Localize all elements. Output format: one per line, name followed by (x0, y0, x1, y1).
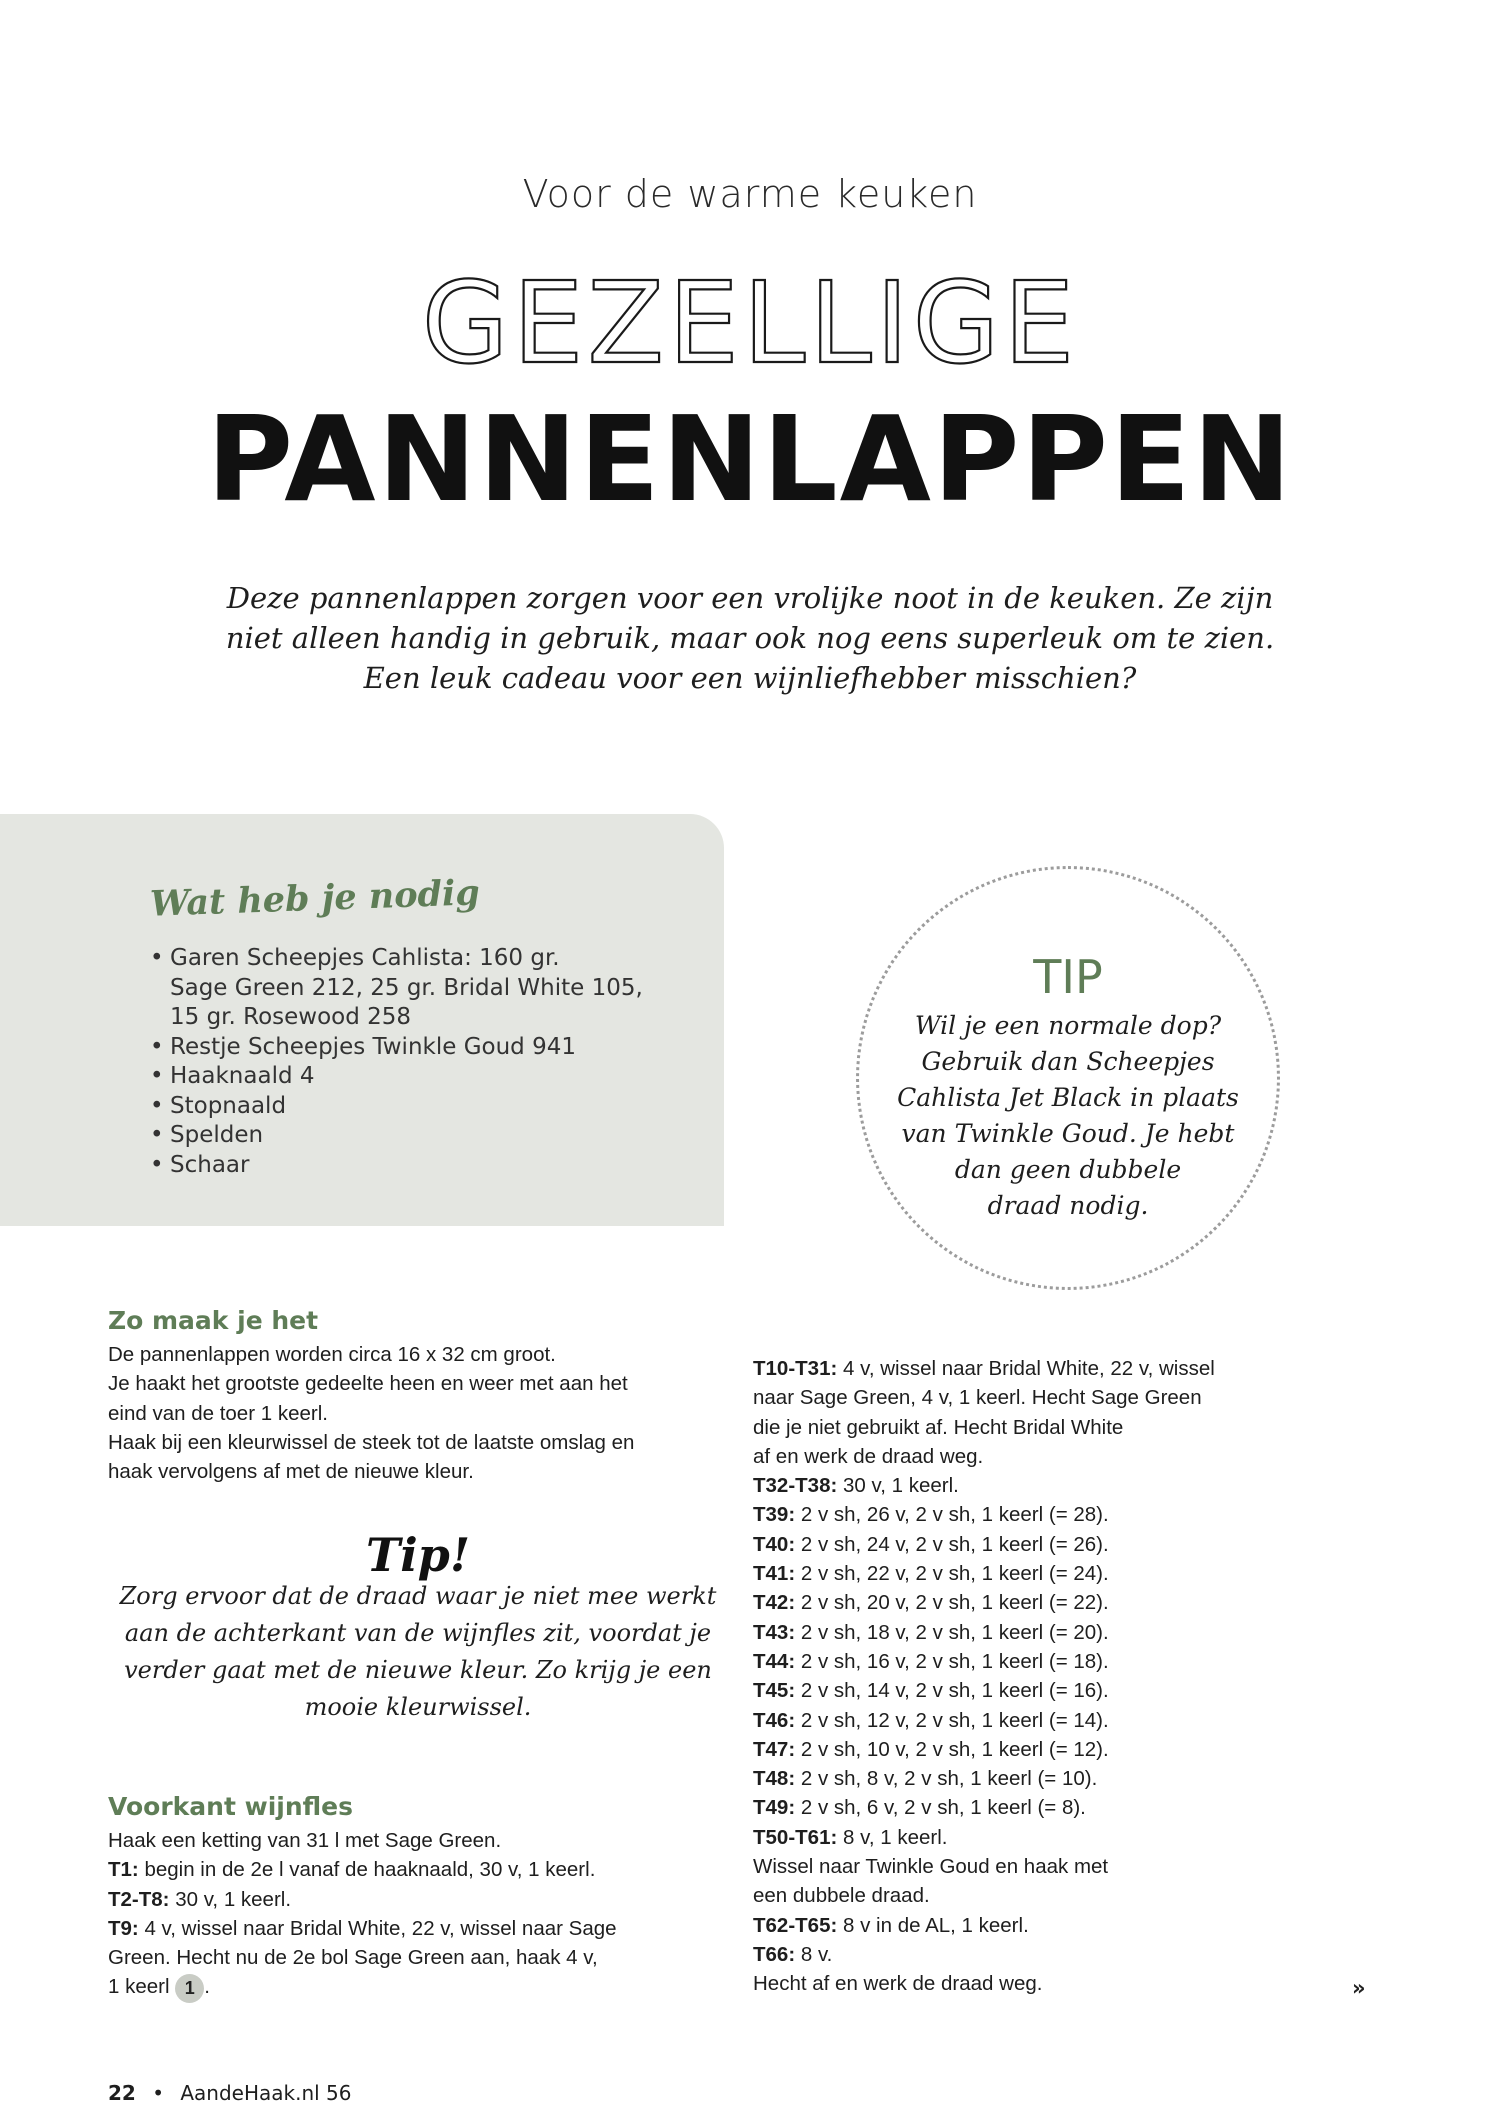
row-text: 4 v, wissel naar Bridal White, 22 v, wissel (837, 1357, 1215, 1380)
text-line (108, 1972, 617, 2002)
pattern-row (753, 1530, 1215, 1559)
row-label: T1: (108, 1858, 139, 1882)
row-text: 30 v, 1 keerl. (169, 1887, 292, 1911)
row-label: T66: (753, 1942, 796, 1966)
list-item-text: Restje Scheepjes Twinkle Goud 941 (170, 1033, 576, 1060)
row-label: T39: (753, 1503, 796, 1527)
list-item-text: Spelden (170, 1122, 264, 1148)
list-item-text: Haaknaald 4 (170, 1063, 315, 1089)
text-line: naar Sage Green, 4 v, 1 keerl. Hecht Sage Green (753, 1386, 1202, 1410)
title-line-1: GEZELLIGE (421, 259, 1079, 389)
list-item (150, 1062, 643, 1092)
tip-line: Cahlista Jet Black in plaats (897, 1083, 1239, 1112)
tip-box-body (108, 1578, 728, 1726)
list-item-text: 15 gr. Rosewood 258 (170, 1004, 412, 1030)
row-text: 8 v, 1 keerl. (837, 1825, 948, 1849)
supplies-list (150, 944, 643, 1180)
bullet: • (150, 1033, 164, 1060)
pattern-row (753, 1588, 1215, 1617)
pattern-row (108, 1855, 617, 1884)
pattern-row (753, 1823, 1215, 1852)
row-text: 2 v sh, 14 v, 2 v sh, 1 keerl (= 16). (795, 1679, 1109, 1703)
pattern-row (753, 1764, 1215, 1793)
tip-circle-title: TIP (1033, 950, 1103, 1004)
tip-line: Gebruik dan Scheepjes (921, 1047, 1215, 1076)
list-item-text: Sage Green 212, 25 gr. Bridal White 105, (170, 974, 643, 1001)
row-label: T50-T61: (753, 1825, 838, 1849)
pattern-row (753, 1706, 1215, 1735)
pattern-row (753, 1793, 1215, 1822)
row-text: 2 v sh, 12 v, 2 v sh, 1 keerl (= 14). (795, 1708, 1109, 1732)
row-text: 2 v sh, 6 v, 2 v sh, 1 keerl (= 8). (795, 1796, 1086, 1820)
list-item (150, 1092, 643, 1122)
row-text: 2 v sh, 8 v, 2 v sh, 1 keerl (= 10). (795, 1767, 1098, 1791)
tip-line: dan geen dubbele (954, 1155, 1182, 1184)
text-line: Green. Hecht nu de 2e bol Sage Green aan, haak 4 v, (108, 1946, 598, 1970)
intro-line: Deze pannenlappen zorgen voor een vrolijke noot in de keuken. Ze zijn (226, 581, 1274, 615)
pattern-row (753, 1559, 1215, 1588)
text-span: . (204, 1975, 210, 1999)
text-line: haak vervolgens af met de nieuwe kleur. (108, 1460, 474, 1484)
row-label: T47: (753, 1737, 796, 1761)
pattern-row (753, 1676, 1215, 1705)
row-text: 2 v sh, 22 v, 2 v sh, 1 keerl (= 24). (795, 1562, 1109, 1586)
row-label: T40: (753, 1532, 796, 1556)
row-text: 4 v, wissel naar Bridal White, 22 v, wissel naar Sage (138, 1916, 617, 1940)
pattern-row (753, 1471, 1215, 1500)
text-line: die je niet gebruikt af. Hecht Bridal White (753, 1415, 1124, 1439)
tip-line: mooie kleurwissel. (304, 1693, 532, 1721)
tip-line: Wil je een normale dop? (914, 1011, 1222, 1040)
text-span: 1 keerl (108, 1975, 170, 1999)
tip-circle-body (856, 1008, 1280, 1224)
footer-separator: • (152, 2081, 164, 2105)
text-line: De pannenlappen worden circa 16 x 32 cm groot. (108, 1343, 556, 1366)
bullet: • (150, 1151, 164, 1178)
text-line: Haak bij een kleurwissel de steek tot de laatste omslag en (108, 1430, 635, 1454)
front-heading: Voorkant wijnfles (108, 1792, 354, 1821)
bullet: • (150, 1063, 164, 1089)
bullet: • (150, 1122, 164, 1148)
page-footer (108, 2081, 352, 2105)
list-item-text: Garen Scheepjes Cahlista: 160 gr. (170, 945, 560, 971)
bullet: • (150, 1092, 164, 1119)
row-label: T45: (753, 1679, 796, 1703)
pattern-row (753, 1940, 1215, 1969)
pattern-row (753, 1647, 1215, 1676)
supplies-heading: Wat heb je nodig (149, 872, 481, 925)
pattern-row (108, 1914, 617, 1943)
tip-line: van Twinkle Goud. Je hebt (901, 1119, 1235, 1148)
step-badge: 1 (175, 1974, 204, 2003)
page-number: 22 (108, 2081, 136, 2105)
pattern-column (753, 1354, 1215, 1999)
row-text: 8 v. (795, 1942, 833, 1966)
list-item (150, 1151, 643, 1181)
list-item (150, 1033, 643, 1063)
pattern-row (753, 1911, 1215, 1940)
intro-line: niet alleen handig in gebruik, maar ook nog eens superleuk om te zien. (225, 621, 1275, 655)
tip-line: verder gaat met de nieuwe kleur. Zo krijg je een (124, 1656, 712, 1684)
row-text: 2 v sh, 18 v, 2 v sh, 1 keerl (= 20). (795, 1620, 1109, 1644)
how-to-text (108, 1340, 634, 1486)
bullet: • (150, 945, 164, 971)
row-label: T2-T8: (108, 1887, 170, 1911)
pattern-row (108, 1885, 617, 1914)
row-text: 30 v, 1 keerl. (837, 1474, 959, 1498)
row-label: T9: (108, 1916, 139, 1940)
row-label: T10-T31: (753, 1357, 838, 1380)
pattern-row (753, 1618, 1215, 1647)
pattern-row (753, 1500, 1215, 1529)
row-label: T32-T38: (753, 1474, 838, 1498)
text-line: af en werk de draad weg. (753, 1444, 984, 1468)
row-text: 2 v sh, 20 v, 2 v sh, 1 keerl (= 22). (795, 1591, 1109, 1615)
text-line: Je haakt het grootste gedeelte heen en weer met aan het (108, 1372, 628, 1396)
row-label: T44: (753, 1649, 796, 1673)
kicker: Voor de warme keuken (522, 172, 978, 216)
tip-box-title: Tip! (365, 1528, 471, 1582)
list-item (150, 1121, 643, 1151)
tip-line: Zorg ervoor dat de draad waar je niet mee werkt (119, 1582, 717, 1610)
row-label: T42: (753, 1591, 796, 1615)
pattern-row (753, 1354, 1215, 1383)
row-text: begin in de 2e l vanaf de haaknaald, 30 v, 1 keerl. (138, 1858, 596, 1882)
continue-arrow-icon: » (1352, 1976, 1366, 2000)
text-line: een dubbele draad. (753, 1884, 930, 1908)
tip-line: draad nodig. (987, 1191, 1149, 1220)
list-item (150, 1003, 643, 1033)
list-item (150, 944, 643, 974)
row-text: 2 v sh, 16 v, 2 v sh, 1 keerl (= 18). (795, 1649, 1109, 1673)
how-to-heading: Zo maak je het (108, 1306, 319, 1335)
row-text: 8 v in de AL, 1 keerl. (837, 1913, 1029, 1937)
row-label: T62-T65: (753, 1913, 838, 1937)
text-line: Hecht af en werk de draad weg. (753, 1972, 1043, 1996)
front-text (108, 1826, 617, 2003)
text-line: Haak een ketting van 31 l met Sage Green. (108, 1829, 502, 1852)
pattern-row (753, 1735, 1215, 1764)
row-label: T41: (753, 1562, 796, 1586)
row-text: 2 v sh, 10 v, 2 v sh, 1 keerl (= 12). (795, 1737, 1109, 1761)
issue-label: AandeHaak.nl 56 (180, 2081, 352, 2105)
intro-paragraph (200, 578, 1300, 698)
title-line-2: PANNENLAPPEN (206, 390, 1294, 528)
text-line: Wissel naar Twinkle Goud en haak met (753, 1855, 1109, 1879)
tip-line: aan de achterkant van de wijnfles zit, voordat je (124, 1619, 712, 1647)
row-label: T49: (753, 1796, 796, 1820)
list-item (150, 974, 643, 1004)
intro-line: Een leuk cadeau voor een wijnliefhebber misschien? (363, 661, 1137, 695)
row-text: 2 v sh, 26 v, 2 v sh, 1 keerl (= 28). (795, 1503, 1109, 1527)
list-item-text: Schaar (170, 1151, 250, 1178)
row-label: T48: (753, 1767, 796, 1791)
row-text: 2 v sh, 24 v, 2 v sh, 1 keerl (= 26). (795, 1532, 1109, 1556)
text-line: eind van de toer 1 keerl. (108, 1401, 328, 1425)
row-label: T46: (753, 1708, 796, 1732)
list-item-text: Stopnaald (170, 1092, 287, 1119)
row-label: T43: (753, 1620, 796, 1644)
